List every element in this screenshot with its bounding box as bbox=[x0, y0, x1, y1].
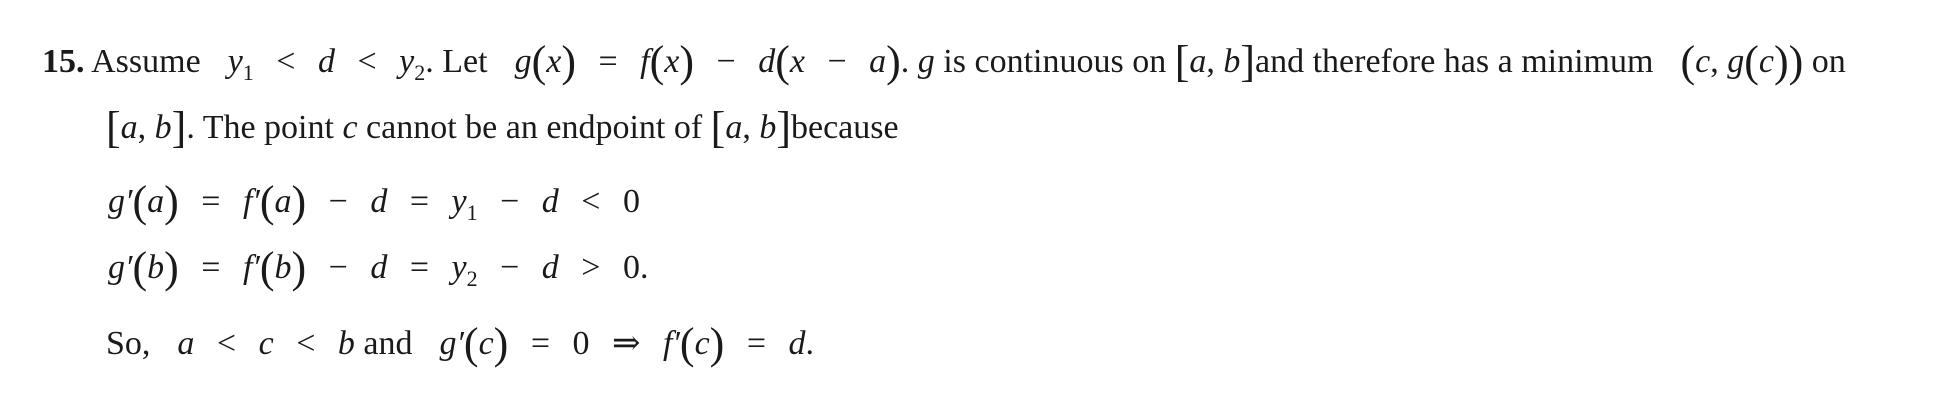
text-on: on bbox=[1811, 43, 1846, 80]
comma: , bbox=[137, 109, 147, 146]
paren: ) bbox=[709, 319, 725, 368]
text-minimum: and therefore has a minimum bbox=[1255, 43, 1654, 80]
implies-arrow: ⇒ bbox=[612, 325, 641, 362]
text-and: and bbox=[363, 325, 413, 362]
var-d: d bbox=[541, 183, 559, 220]
paren: ) bbox=[291, 243, 307, 292]
equals-sign: = bbox=[746, 325, 766, 362]
var-d: d bbox=[541, 249, 559, 286]
var-b: b bbox=[337, 325, 355, 362]
lt-sign-2: < bbox=[357, 43, 377, 80]
paren: ( bbox=[132, 177, 148, 226]
var-c: c bbox=[1695, 43, 1711, 80]
equals-sign: = bbox=[409, 183, 430, 220]
var-x: x bbox=[664, 43, 680, 80]
var-d: d bbox=[370, 249, 388, 286]
minus-sign: − bbox=[500, 183, 520, 220]
bracket: ] bbox=[776, 103, 791, 152]
var-d: d bbox=[370, 183, 388, 220]
bracket: ] bbox=[171, 103, 187, 152]
text-assume: Assume bbox=[91, 43, 201, 80]
gt-sign: > bbox=[581, 249, 601, 286]
paren: ) bbox=[1773, 37, 1789, 86]
var-y2: $y_2$ bbox=[451, 249, 478, 291]
var-b: b bbox=[1223, 43, 1241, 80]
paren: ) bbox=[561, 37, 576, 86]
zero: 0 bbox=[572, 325, 590, 362]
lt-sign: < bbox=[581, 183, 601, 220]
bracket: [ bbox=[1174, 37, 1190, 86]
lt-sign: < bbox=[216, 325, 237, 362]
paren: ) bbox=[1788, 37, 1804, 86]
func-g-prime: g′ bbox=[439, 325, 464, 362]
zero: 0. bbox=[622, 249, 649, 286]
var-c: c bbox=[1758, 43, 1774, 80]
period: . bbox=[805, 325, 814, 362]
period: . bbox=[900, 43, 910, 80]
problem-line-2 bbox=[106, 103, 899, 152]
equation-2 bbox=[108, 243, 649, 299]
var-y2: $y_2$ bbox=[399, 43, 426, 85]
equals-sign: = bbox=[201, 183, 221, 220]
func-g: g bbox=[1727, 43, 1745, 80]
comma: , bbox=[1710, 43, 1719, 80]
minus-sign: − bbox=[328, 249, 348, 286]
text-let: . Let bbox=[425, 43, 488, 80]
text-the-point: . The point bbox=[186, 109, 334, 146]
minus-sign: − bbox=[716, 43, 736, 80]
minus-sign: − bbox=[827, 43, 847, 80]
var-y1: $y_1$ bbox=[451, 183, 478, 225]
func-g: g bbox=[917, 43, 935, 80]
comma: , bbox=[742, 109, 751, 146]
comma: , bbox=[1206, 43, 1215, 80]
paren: ) bbox=[679, 37, 695, 86]
text-because: because bbox=[790, 109, 899, 146]
paren: ( bbox=[679, 319, 695, 368]
bracket: [ bbox=[106, 103, 121, 152]
var-a: a bbox=[869, 43, 887, 80]
var-a: a bbox=[177, 325, 195, 362]
paren: ( bbox=[1680, 37, 1696, 86]
paren: ( bbox=[132, 243, 148, 292]
var-d: d bbox=[758, 43, 776, 80]
paren: ) bbox=[886, 37, 901, 86]
paren: ) bbox=[164, 243, 179, 292]
equation-1 bbox=[108, 177, 640, 233]
var-a: a bbox=[147, 183, 165, 220]
var-y1: $y_1$ bbox=[227, 43, 254, 85]
var-a: a bbox=[274, 183, 292, 220]
bracket: ] bbox=[1240, 37, 1256, 86]
func-f-prime: f′ bbox=[663, 325, 680, 362]
text-continuous: is continuous on bbox=[943, 43, 1167, 80]
func-f: f bbox=[640, 43, 650, 80]
var-c: c bbox=[478, 325, 494, 362]
var-c: c bbox=[694, 325, 710, 362]
paren: ( bbox=[649, 37, 665, 86]
func-g: g bbox=[514, 43, 532, 80]
var-b: b bbox=[759, 109, 777, 146]
minus-sign: − bbox=[500, 249, 520, 286]
equals-sign: = bbox=[530, 325, 551, 362]
paren: ( bbox=[259, 243, 275, 292]
func-f-prime: f′ bbox=[242, 249, 260, 286]
paren: ( bbox=[463, 319, 479, 368]
var-d: d bbox=[317, 43, 335, 80]
text-cannot: cannot be an endpoint of bbox=[366, 109, 703, 146]
equals-sign: = bbox=[409, 249, 430, 286]
paren: ) bbox=[291, 177, 307, 226]
func-g-prime: g′ bbox=[108, 183, 133, 220]
text-so: So, bbox=[106, 325, 151, 362]
var-c: c bbox=[342, 109, 358, 146]
equals-sign: = bbox=[598, 43, 618, 80]
func-f-prime: f′ bbox=[242, 183, 260, 220]
paren: ( bbox=[259, 177, 275, 226]
var-x: x bbox=[789, 43, 805, 80]
var-b: b bbox=[274, 249, 292, 286]
var-a: a bbox=[725, 109, 743, 146]
lt-sign: < bbox=[276, 43, 296, 80]
paren: ) bbox=[493, 319, 509, 368]
func-g-prime: g′ bbox=[108, 249, 133, 286]
paren: ( bbox=[775, 37, 790, 86]
zero: 0 bbox=[622, 183, 640, 220]
paren: ( bbox=[1744, 37, 1759, 86]
var-x: x bbox=[546, 43, 562, 80]
problem-number: 15. bbox=[42, 43, 85, 80]
problem-line-1 bbox=[42, 37, 1846, 93]
var-b: b bbox=[154, 109, 172, 146]
var-b: b bbox=[147, 249, 165, 286]
lt-sign: < bbox=[296, 325, 316, 362]
paren: ) bbox=[164, 177, 179, 226]
var-c: c bbox=[258, 325, 274, 362]
var-d: d bbox=[788, 325, 806, 362]
minus-sign: − bbox=[328, 183, 348, 220]
paren: ( bbox=[531, 37, 547, 86]
conclusion-line bbox=[106, 319, 814, 368]
bracket: [ bbox=[710, 103, 726, 152]
equals-sign: = bbox=[201, 249, 221, 286]
var-a: a bbox=[1189, 43, 1207, 80]
var-a: a bbox=[120, 109, 138, 146]
